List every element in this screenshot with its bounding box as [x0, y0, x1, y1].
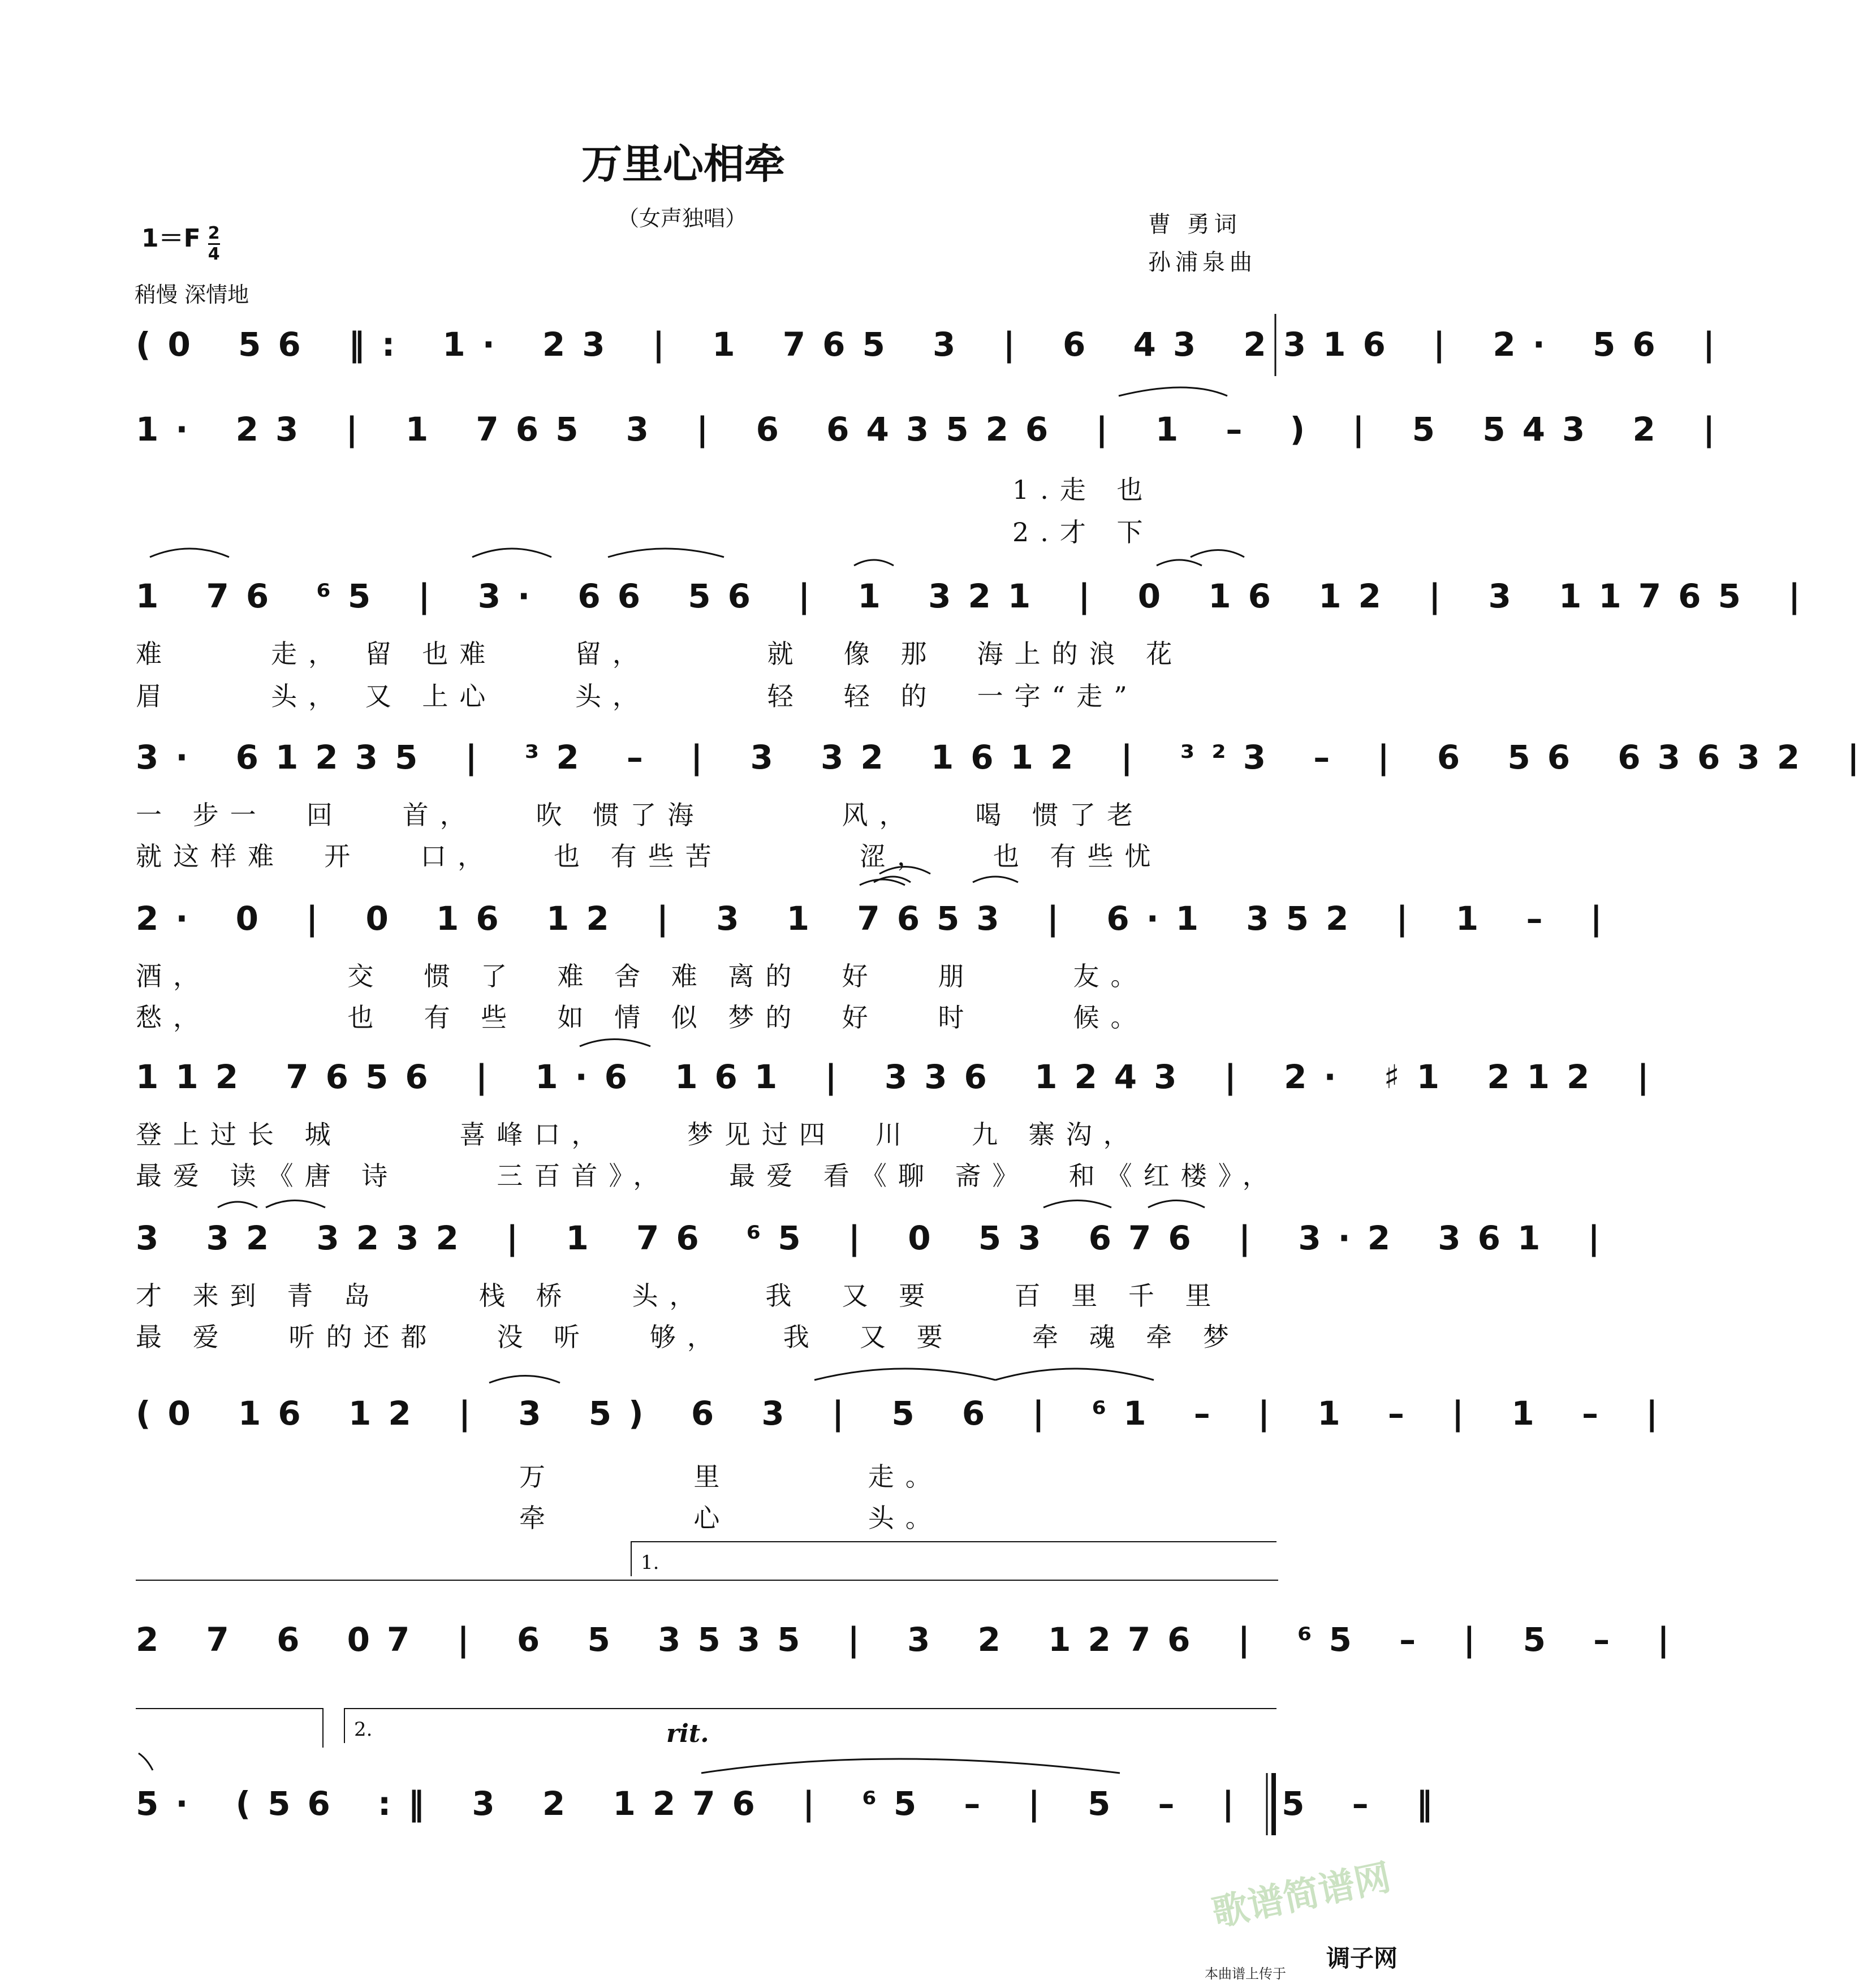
- score-line-9: [136, 1609, 1687, 1671]
- slur-mark: [854, 560, 894, 566]
- slur-mark: [874, 877, 911, 882]
- lyric-verse-1: 1.走 也: [1012, 475, 1154, 505]
- first-ending-label: 1.: [641, 1551, 659, 1574]
- slur-mark: [472, 549, 551, 557]
- song-subtitle: （女声独唱）: [618, 206, 747, 231]
- slur-mark: [1191, 550, 1244, 558]
- notes-row: 3· 61235 | ³2 – | 3 32 1612 | ³²3 – | 6 56 63632 |: [136, 738, 1876, 777]
- site-logo-text: 调子网: [1326, 1944, 1398, 1972]
- site-watermark: 歌谱简谱网: [1209, 1856, 1395, 1935]
- time-signature: [208, 224, 220, 264]
- score-line-6: [136, 1046, 1666, 1109]
- score-line-3: [136, 566, 1818, 628]
- slur-mark: [1119, 387, 1227, 396]
- slur-mark: [489, 1376, 560, 1383]
- staff-divider: [136, 1580, 1278, 1581]
- lyric-verse-2: 眉 头， 又 上心 头， 轻 轻 的 一字“走”: [136, 681, 1138, 711]
- upload-note: 本曲谱上传于: [1205, 1966, 1286, 1982]
- lyric-verse-1: 才 来到 青 岛 栈 桥 头， 我 又 要 百 里 千 里: [136, 1280, 1223, 1311]
- first-ending-bracket: [631, 1541, 1276, 1576]
- slur-mark: [1157, 560, 1202, 566]
- staff-divider-end: [322, 1708, 324, 1748]
- lyric-verse-1: 酒， 交 惯 了 难 舍 难 离的 好 朋 友。: [136, 961, 1148, 991]
- lyric-verse-2: 牵 心 头。: [519, 1503, 943, 1533]
- notes-row: 2 7 6 07 | 6 5 3535 | 3 2 1276 | ⁶5 – | 5 – |: [136, 1620, 1687, 1659]
- score-line-7: [136, 1207, 1617, 1270]
- lyric-verse-2: 愁， 也 有 些 如 情 似 梦的 好 时 候。: [136, 1002, 1148, 1033]
- second-ending-label: 2.: [354, 1718, 373, 1741]
- score-line-10: [136, 1773, 1450, 1835]
- composer-credit: 孙浦泉曲: [1148, 249, 1257, 275]
- notes-row: 1 76 ⁶5 | 3· 66 56 | 1 321 | 0 16 12 | 3 11765 |: [136, 577, 1818, 615]
- slur-mark: [580, 1040, 650, 1047]
- lyric-verse-1: 万 里 走。: [519, 1461, 943, 1492]
- score-line-4: [136, 727, 1876, 789]
- ritardando-marking: rit.: [666, 1719, 709, 1748]
- notes-row: (0 56 ‖: 1· 23 | 1 765 3 | 6 43 2316 | 2· 56 |: [136, 325, 1732, 364]
- score-line-5: [136, 888, 1619, 950]
- notes-row: 1· 23 | 1 765 3 | 6 643526 | 1 – ) | 5 543 2 |: [136, 410, 1732, 448]
- lyricist-credit: 曹 勇词: [1148, 212, 1241, 238]
- lyric-verse-2: 最 爱 听的还都 没 听 够， 我 又 要 牵 魂 牵 梦: [136, 1322, 1240, 1352]
- score-line-8: [136, 1383, 1675, 1445]
- notes-row: 5· (56 :‖ 3 2 1276 | ⁶5 – | 5 – | 5 – ‖: [136, 1784, 1450, 1823]
- notes-row: 2· 0 | 0 16 12 | 3 1 7653 | 6·1 352 | 1 – |: [136, 899, 1619, 938]
- lyric-verse-2: 就这样难 开 口， 也 有些苦 涩， 也 有些忧: [136, 841, 1162, 872]
- slur-mark: [266, 1201, 325, 1208]
- slur-mark: [1148, 1201, 1205, 1208]
- lyric-verse-1: 一 步一 回 首， 吹 惯了海 风， 喝 惯了老: [136, 800, 1145, 830]
- score-line-1: [136, 314, 1732, 376]
- lyric-verse-1: 难 走， 留 也难 留， 就 像 那 海上的浪 花: [136, 639, 1184, 669]
- second-ending-bracket: [344, 1708, 1276, 1743]
- score-line-2: [136, 399, 1732, 461]
- slur-mark: [701, 1759, 1120, 1773]
- tempo-marking: 稍慢 深情地: [135, 282, 249, 307]
- slur-mark: [860, 879, 905, 885]
- slur-mark: [1043, 1201, 1111, 1208]
- key-label: 1＝F: [141, 224, 201, 253]
- slur-mark: [139, 1753, 153, 1770]
- slur-mark: [814, 1369, 995, 1380]
- notes-row: (0 16 12 | 3 5) 6 3 | 5 6 | ⁶1 – | 1 – | 1 – |: [136, 1394, 1675, 1433]
- lyric-verse-1: 登上过长 城 喜峰口， 梦见过四 川 九 寨沟，: [136, 1119, 1141, 1150]
- time-signature-top: 2: [208, 224, 220, 245]
- staff-divider: [136, 1708, 322, 1709]
- time-signature-bottom: 4: [208, 244, 220, 264]
- song-title: 万里心相牵: [581, 140, 786, 188]
- slur-mark: [973, 877, 1018, 882]
- slur-mark: [218, 1202, 257, 1207]
- slur-mark: [995, 1369, 1154, 1380]
- lyric-verse-2: 2.才 下: [1012, 517, 1154, 547]
- lyric-verse-2: 最爱 读《唐 诗 三百首》， 最爱 看《聊 斋》 和《红楼》，: [136, 1161, 1280, 1191]
- slur-mark: [150, 549, 229, 557]
- key-signature: [141, 218, 220, 264]
- slur-mark: [608, 549, 724, 557]
- notes-row: 3 32 3232 | 1 76 ⁶5 | 0 53 676 | 3·2 361 |: [136, 1219, 1617, 1257]
- notes-row: 112 7656 | 1·6 161 | 336 1243 | 2· ♯1 212 |: [136, 1058, 1666, 1096]
